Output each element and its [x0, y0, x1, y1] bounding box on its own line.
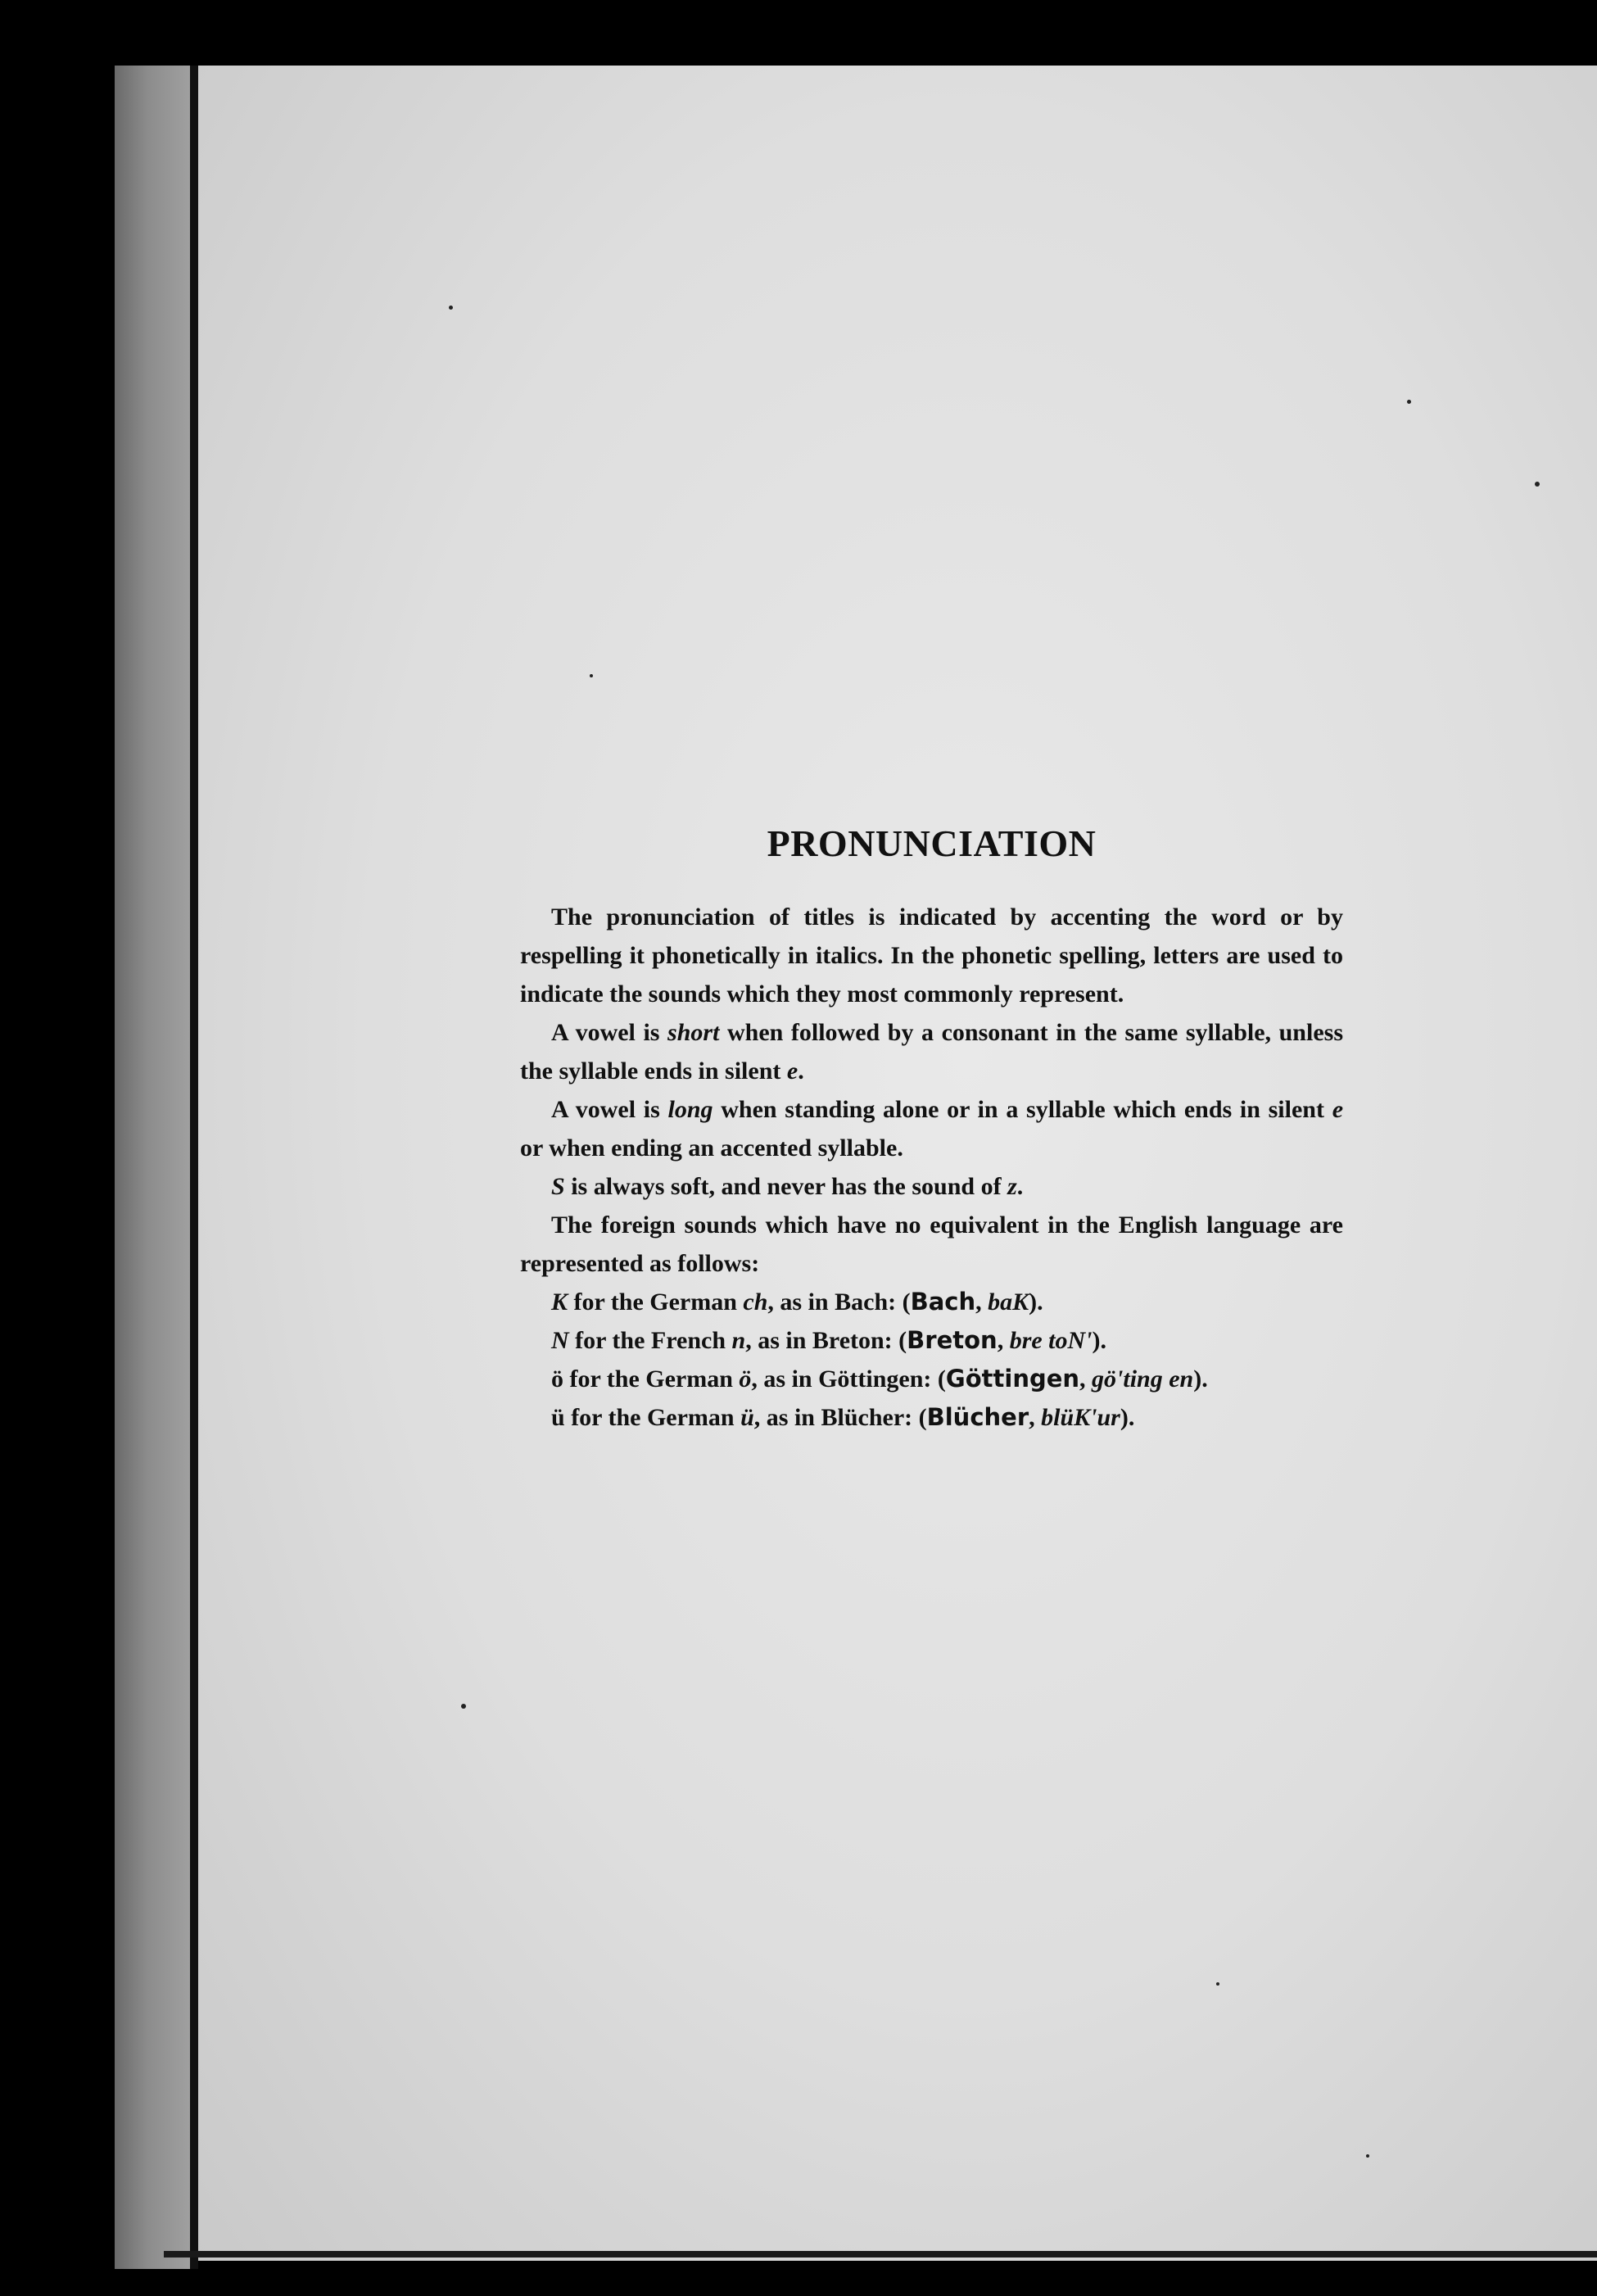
text-block [520, 823, 1343, 1437]
ink-speck [449, 306, 453, 310]
paragraph-intro: The pronunciation of titles is indicated by accenting the word or by respelling it phonetically in italics. In the phonetic spelling, letters are used to indicate the sounds which they most commonly represent. [520, 903, 1343, 1008]
sound-row-o-umlaut: ö for the German ö, as in Göttingen: (Göttingen, gö'ting en). [551, 1364, 1208, 1393]
emphasis-short: short [667, 1018, 720, 1046]
sound-row-u-umlaut: ü for the German ü, as in Blücher: (Blücher, blüK'ur). [551, 1402, 1135, 1431]
ink-speck [1535, 482, 1540, 487]
paragraph-short-vowel: A vowel is short when followed by a consonant in the same syllable, unless the syllable ends in silent e. [520, 1018, 1343, 1085]
sound-row-n: N for the French n, as in Breton: (Breton, bre toN'). [551, 1325, 1107, 1354]
ink-speck [1366, 2154, 1369, 2158]
binding-rule [190, 66, 198, 2269]
paragraph-s-sound: S is always soft, and never has the sound of z. [551, 1172, 1024, 1200]
emphasis-long: long [667, 1095, 713, 1123]
page-edge-shadow [115, 66, 197, 2269]
paragraph-long-vowel: A vowel is long when standing alone or in a syllable which ends in silent e or when ending an accented syllable. [520, 1095, 1344, 1162]
ink-speck [590, 674, 593, 677]
ink-speck [461, 1704, 466, 1709]
ink-speck [1216, 1982, 1219, 1986]
page-title: PRONUNCIATION [767, 822, 1097, 864]
sound-row-k: K for the German ch, as in Bach: (Bach, baK). [551, 1287, 1043, 1316]
paragraph-foreign-sounds: The foreign sounds which have no equivalent in the English language are represented as follows: [520, 1211, 1343, 1277]
bottom-rule [164, 2251, 1597, 2258]
ink-speck [1407, 400, 1411, 404]
